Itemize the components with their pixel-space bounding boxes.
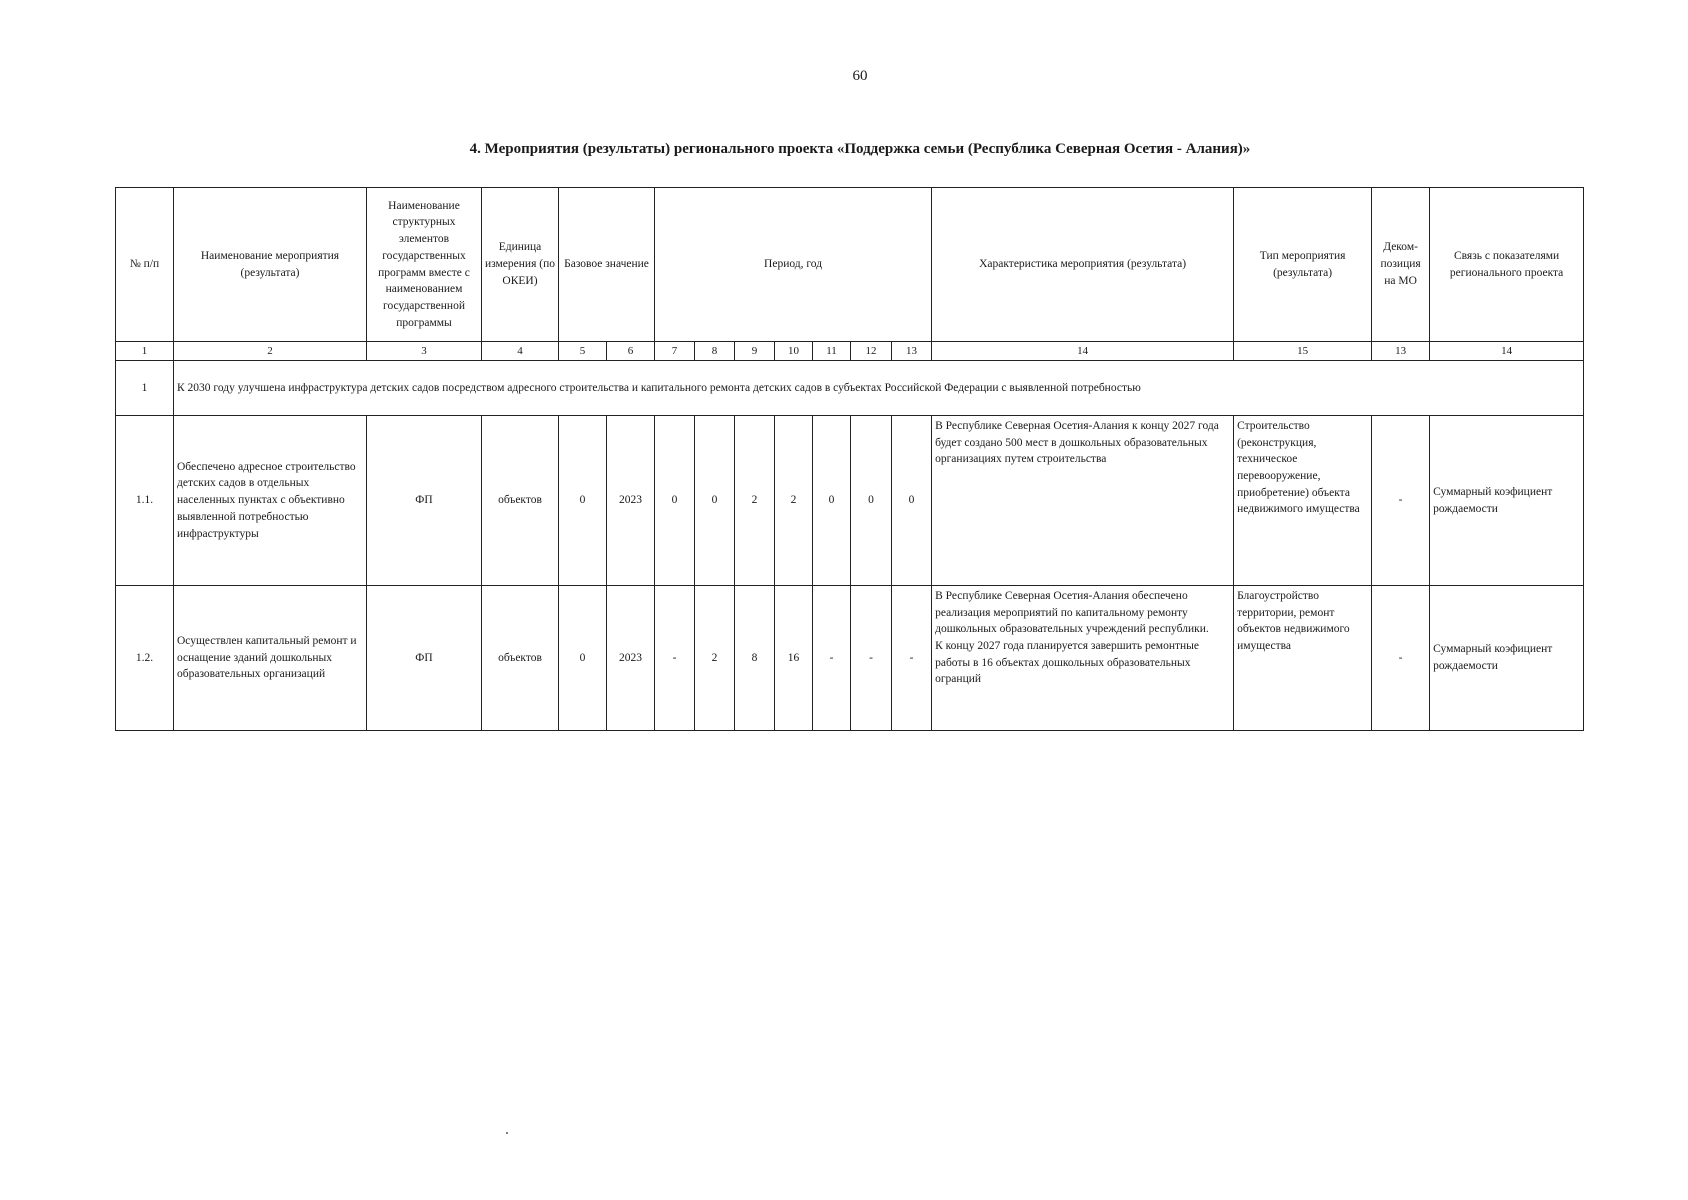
row-structural: ФП <box>367 586 482 731</box>
row-base-value: 0 <box>559 586 607 731</box>
events-table <box>115 187 1584 731</box>
column-number: 4 <box>482 342 559 361</box>
row-period-value: 2 <box>695 586 735 731</box>
column-number: 13 <box>1372 342 1430 361</box>
row-period-value: - <box>892 586 932 731</box>
row-period-value: - <box>851 586 892 731</box>
column-number: 10 <box>775 342 813 361</box>
row-period-value: 0 <box>892 416 932 586</box>
row-characteristic-part: В Республике Северная Осетия-Алания обеспечено реализация мероприятий по капитальному ремонту дошкольных образовательных учреждений республики. <box>935 590 1209 636</box>
row-type: Благоустройство территории, ремонт объектов недвижимого имущества <box>1234 586 1372 731</box>
row-characteristic-part: К концу 2027 года планируется завершить ремонтные работы в 16 объектах дошкольных образовательных огранций <box>935 640 1199 686</box>
column-number: 7 <box>655 342 695 361</box>
column-number-row <box>116 342 1584 361</box>
row-structural: ФП <box>367 416 482 586</box>
row-period-value: - <box>655 586 695 731</box>
column-number: 1 <box>116 342 174 361</box>
goal-num: 1 <box>116 361 174 416</box>
table-row <box>116 416 1584 586</box>
column-number: 9 <box>735 342 775 361</box>
row-link: Суммарный коэфициент рождаемости <box>1430 586 1584 731</box>
row-num: 1.2. <box>116 586 174 731</box>
column-number: 14 <box>932 342 1234 361</box>
row-period-value: 0 <box>695 416 735 586</box>
table-row <box>116 586 1584 731</box>
row-unit: объектов <box>482 416 559 586</box>
header-decomp: Деком-позиция на МО <box>1372 188 1430 342</box>
row-characteristic: В Республике Северная Осетия-Алания к концу 2027 года будет создано 500 мест в дошкольных образовательных организациях путем строительства <box>932 416 1234 586</box>
header-unit: Единица измерения (по ОКЕИ) <box>482 188 559 342</box>
header-characteristic: Характеристика мероприятия (результата) <box>932 188 1234 342</box>
row-base-year: 2023 <box>607 416 655 586</box>
row-period-value: 8 <box>735 586 775 731</box>
row-period-value: 0 <box>851 416 892 586</box>
row-period-value: - <box>813 586 851 731</box>
document-title: 4. Мероприятия (результаты) регионального проекта «Поддержка семьи (Республика Северная Осетия - Алания)» <box>469 141 1251 157</box>
scan-speck <box>506 1132 508 1134</box>
header-name: Наименование мероприятия (результата) <box>174 188 367 342</box>
column-number: 13 <box>892 342 932 361</box>
row-period-value: 2 <box>735 416 775 586</box>
row-period-value: 0 <box>813 416 851 586</box>
column-number: 14 <box>1430 342 1584 361</box>
row-name: Обеспечено адресное строительство детских садов в отдельных населенных пунктах с объективно выявленной потребностью инфраструктуры <box>174 416 367 586</box>
row-period-value: 2 <box>775 416 813 586</box>
page-number: 60 <box>852 68 868 84</box>
goal-text: К 2030 году улучшена инфраструктура детских садов посредством адресного строительства и капитального ремонта детских садов в субъектах Российской Федерации с выявленной потребностью <box>174 361 1584 416</box>
header-row <box>116 188 1584 342</box>
header-link: Связь с показателями регионального проекта <box>1430 188 1584 342</box>
column-number: 5 <box>559 342 607 361</box>
goal-row <box>116 361 1584 416</box>
column-number: 15 <box>1234 342 1372 361</box>
header-structural: Наименование структурных элементов государственных программ вместе с наименованием государственной программы <box>367 188 482 342</box>
column-number: 11 <box>813 342 851 361</box>
header-num: № п/п <box>116 188 174 342</box>
row-unit: объектов <box>482 586 559 731</box>
row-base-value: 0 <box>559 416 607 586</box>
row-num: 1.1. <box>116 416 174 586</box>
column-number: 12 <box>851 342 892 361</box>
column-number: 8 <box>695 342 735 361</box>
row-link: Суммарный коэфициент рождаемости <box>1430 416 1584 586</box>
header-base: Базовое значение <box>559 188 655 342</box>
column-number: 3 <box>367 342 482 361</box>
row-characteristic <box>932 586 1234 731</box>
row-decomp: - <box>1372 586 1430 731</box>
row-period-value: 0 <box>655 416 695 586</box>
column-number: 6 <box>607 342 655 361</box>
row-base-year: 2023 <box>607 586 655 731</box>
row-period-value: 16 <box>775 586 813 731</box>
row-name: Осуществлен капитальный ремонт и оснащение зданий дошкольных образовательных организаций <box>174 586 367 731</box>
row-decomp: - <box>1372 416 1430 586</box>
header-type: Тип мероприятия (результата) <box>1234 188 1372 342</box>
column-number: 2 <box>174 342 367 361</box>
row-type: Строительство (реконструкция, техническое перевооружение, приобретение) объекта недвижимого имущества <box>1234 416 1372 586</box>
header-period: Период, год <box>655 188 932 342</box>
